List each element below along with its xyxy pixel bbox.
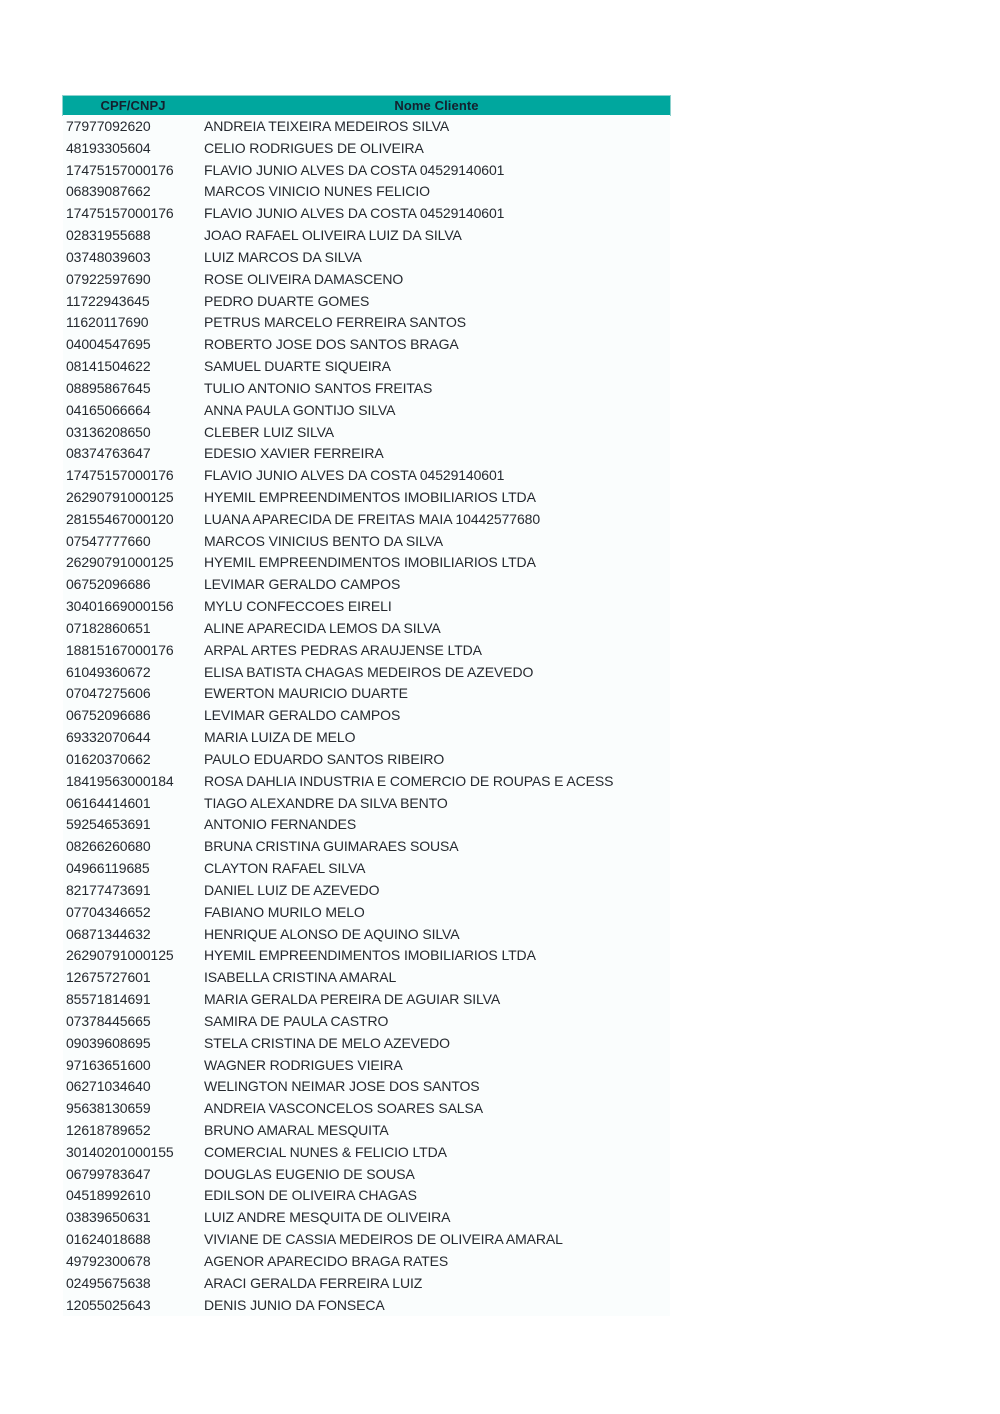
nome-cell[interactable]: PETRUS MARCELO FERREIRA SANTOS [204, 314, 467, 331]
nome-cell[interactable]: MARCOS VINICIUS BENTO DA SILVA [204, 532, 443, 549]
cpf-cell[interactable]: 28155467000120 [66, 510, 174, 527]
cpf-cell[interactable]: 03839650631 [66, 1209, 151, 1226]
table-row [63, 508, 670, 530]
nome-cell[interactable]: LUIZ ANDRE MESQUITA DE OLIVEIRA [204, 1209, 451, 1226]
cpf-cell[interactable]: 07378445665 [66, 1012, 151, 1029]
cpf-cell[interactable]: 03136208650 [66, 423, 151, 440]
cpf-cell[interactable]: 17475157000176 [66, 161, 174, 178]
cpf-cell[interactable]: 07182860651 [66, 619, 151, 636]
cpf-cell[interactable]: 08141504622 [66, 358, 151, 375]
cpf-cell[interactable]: 02831955688 [66, 227, 151, 244]
nome-cell[interactable]: ROBERTO JOSE DOS SANTOS BRAGA [204, 336, 459, 353]
cpf-cell[interactable]: 01620370662 [66, 750, 151, 767]
nome-cell[interactable]: ALINE APARECIDA LEMOS DA SILVA [204, 619, 441, 636]
nome-cell[interactable]: DOUGLAS EUGENIO DE SOUSA [204, 1165, 415, 1182]
cpf-cell[interactable]: 30401669000156 [66, 598, 174, 615]
cpf-cell[interactable]: 06271034640 [66, 1078, 151, 1095]
nome-cell[interactable]: HYEMIL EMPREENDIMENTOS IMOBILIARIOS LTDA [204, 488, 536, 505]
nome-cell[interactable]: LUANA APARECIDA DE FREITAS MAIA 10442577680 [204, 510, 541, 527]
cpf-cell[interactable]: 85571814691 [66, 991, 151, 1008]
cpf-cell[interactable]: 04966119685 [66, 860, 150, 877]
table-row [63, 180, 670, 202]
nome-cell[interactable]: ANNA PAULA GONTIJO SILVA [204, 401, 396, 418]
table-row [63, 835, 670, 857]
nome-cell[interactable]: WELINGTON NEIMAR JOSE DOS SANTOS [204, 1078, 480, 1095]
cpf-cell[interactable]: 09039608695 [66, 1034, 151, 1051]
nome-cell[interactable]: DANIEL LUIZ DE AZEVEDO [204, 881, 380, 898]
nome-cell[interactable]: SAMIRA DE PAULA CASTRO [204, 1012, 389, 1029]
table-row [63, 704, 670, 726]
nome-cell[interactable]: BRUNO AMARAL MESQUITA [204, 1122, 389, 1138]
table-row [63, 879, 670, 901]
nome-cell[interactable]: ANDREIA VASCONCELOS SOARES SALSA [204, 1100, 483, 1117]
nome-cell[interactable]: HYEMIL EMPREENDIMENTOS IMOBILIARIOS LTDA [204, 554, 536, 571]
nome-cell[interactable]: TULIO ANTONIO SANTOS FREITAS [204, 379, 433, 396]
nome-cell[interactable]: TIAGO ALEXANDRE DA SILVA BENTO [204, 794, 448, 811]
nome-cell[interactable]: VIVIANE DE CASSIA MEDEIROS DE OLIVEIRA AMARAL [204, 1231, 563, 1248]
table-row [63, 901, 670, 923]
cpf-cell[interactable]: 11620117690 [66, 314, 149, 331]
cpf-cell[interactable]: 07547777660 [66, 532, 151, 549]
table-row [63, 857, 670, 879]
nome-cell[interactable]: ROSE OLIVEIRA DAMASCENO [204, 270, 404, 287]
nome-cell[interactable]: ANDREIA TEIXEIRA MEDEIROS SILVA [204, 117, 450, 134]
table-row [63, 1075, 670, 1097]
table-row [63, 530, 670, 552]
cpf-cell[interactable]: 06871344632 [66, 925, 151, 942]
nome-cell[interactable]: ANTONIO FERNANDES [204, 816, 357, 833]
cpf-cell[interactable]: 07047275606 [66, 685, 151, 702]
table-row [63, 421, 670, 443]
table-row [63, 1119, 670, 1141]
table-row [63, 944, 670, 966]
cpf-cell[interactable]: 06799783647 [66, 1165, 151, 1182]
cpf-cell[interactable]: 26290791000125 [66, 554, 174, 571]
nome-cell[interactable]: MARIA LUIZA DE MELO [204, 729, 356, 746]
table-row [63, 748, 670, 770]
table-row [63, 661, 670, 683]
cpf-cell[interactable]: 04518992610 [66, 1187, 151, 1204]
table-body [63, 115, 670, 1316]
cpf-cell[interactable]: 06839087662 [66, 183, 151, 200]
table-row [63, 988, 670, 1010]
cpf-cell[interactable]: 04165066664 [66, 401, 151, 418]
cpf-cell[interactable]: 12618789652 [66, 1122, 151, 1138]
table-row [63, 814, 670, 836]
nome-cell[interactable]: MARIA GERALDA PEREIRA DE AGUIAR SILVA [204, 991, 501, 1008]
table-row [63, 792, 670, 814]
table-row [63, 966, 670, 988]
nome-cell[interactable]: ARPAL ARTES PEDRAS ARAUJENSE LTDA [204, 641, 482, 658]
table-row [63, 573, 670, 595]
nome-cell[interactable]: BRUNA CRISTINA GUIMARAES SOUSA [204, 838, 459, 855]
table-row [63, 726, 670, 748]
cpf-cell[interactable]: 03748039603 [66, 248, 151, 265]
table-row [63, 246, 670, 268]
table-row [63, 1097, 670, 1119]
cpf-cell[interactable]: 17475157000176 [66, 467, 174, 484]
nome-cell[interactable]: ELISA BATISTA CHAGAS MEDEIROS DE AZEVEDO [204, 663, 534, 680]
cpf-cell[interactable]: 11722943645 [66, 292, 150, 309]
table-row [63, 202, 670, 224]
table-row [63, 159, 670, 181]
table-row [63, 333, 670, 355]
nome-cell[interactable]: PEDRO DUARTE GOMES [204, 292, 370, 309]
nome-cell[interactable]: LEVIMAR GERALDO CAMPOS [204, 576, 401, 593]
table-row [63, 290, 670, 312]
cpf-cell[interactable]: 08266260680 [66, 838, 151, 855]
table-row [63, 1054, 670, 1076]
table-row [63, 115, 670, 137]
nome-cell[interactable]: JOAO RAFAEL OLIVEIRA LUIZ DA SILVA [204, 227, 462, 244]
table-row [63, 683, 670, 705]
table-row [63, 377, 670, 399]
cpf-cell[interactable]: 04004547695 [66, 336, 151, 353]
nome-cell[interactable]: LUIZ MARCOS DA SILVA [204, 248, 362, 265]
table-row [63, 464, 670, 486]
nome-cell[interactable]: ARACI GERALDA FERREIRA LUIZ [204, 1274, 423, 1291]
nome-cell[interactable]: PAULO EDUARDO SANTOS RIBEIRO [204, 750, 445, 767]
table-row [63, 1185, 670, 1207]
nome-cell[interactable]: HYEMIL EMPREENDIMENTOS IMOBILIARIOS LTDA [204, 947, 536, 964]
cpf-cell[interactable]: 08374763647 [66, 445, 151, 462]
nome-cell[interactable]: FLAVIO JUNIO ALVES DA COSTA 04529140601 [204, 467, 505, 484]
nome-cell[interactable]: HENRIQUE ALONSO DE AQUINO SILVA [204, 925, 460, 942]
cpf-cell[interactable]: 69332070644 [66, 729, 151, 746]
cpf-cell[interactable]: 18815167000176 [66, 641, 174, 658]
nome-cell[interactable]: FABIANO MURILO MELO [204, 903, 365, 920]
cpf-cell[interactable]: 26290791000125 [66, 488, 174, 505]
cpf-cell[interactable]: 59254653691 [66, 816, 151, 833]
nome-cell[interactable]: FLAVIO JUNIO ALVES DA COSTA 04529140601 [204, 205, 505, 222]
nome-cell[interactable]: LEVIMAR GERALDO CAMPOS [204, 707, 401, 724]
cpf-cell[interactable]: 07704346652 [66, 903, 151, 920]
table-row [63, 355, 670, 377]
cpf-cell[interactable]: 18419563000184 [66, 772, 174, 789]
cpf-cell[interactable]: 49792300678 [66, 1252, 151, 1269]
nome-cell[interactable]: ROSA DAHLIA INDUSTRIA E COMERCIO DE ROUPAS E ACESS [204, 772, 614, 789]
table-row [63, 486, 670, 508]
table-row [63, 311, 670, 333]
table-row [63, 1032, 670, 1054]
cpf-cell[interactable]: 01624018688 [66, 1231, 151, 1248]
nome-cell[interactable]: MYLU CONFECCOES EIRELI [204, 598, 392, 615]
cpf-cell[interactable]: 02495675638 [66, 1274, 151, 1291]
table-row [63, 1141, 670, 1163]
table-row [63, 1206, 670, 1228]
cpf-cell[interactable]: 30140201000155 [66, 1143, 174, 1160]
cpf-cell[interactable]: 12055025643 [66, 1296, 151, 1313]
cpf-cell[interactable]: 06752096686 [66, 707, 151, 724]
table-row [63, 639, 670, 661]
nome-cell[interactable]: EWERTON MAURICIO DUARTE [204, 685, 408, 702]
nome-cell[interactable]: CLEBER LUIZ SILVA [204, 423, 335, 440]
cpf-cell[interactable]: 17475157000176 [66, 205, 174, 222]
nome-cell[interactable]: EDILSON DE OLIVEIRA CHAGAS [204, 1187, 417, 1204]
nome-cell[interactable]: AGENOR APARECIDO BRAGA RATES [204, 1252, 449, 1269]
nome-cell[interactable]: ISABELLA CRISTINA AMARAL [204, 969, 397, 986]
nome-cell[interactable]: EDESIO XAVIER FERREIRA [204, 445, 384, 462]
table-row [63, 1272, 670, 1294]
cpf-cell[interactable]: 97163651600 [66, 1056, 151, 1073]
table-row [63, 1228, 670, 1250]
table-header-row [63, 96, 670, 115]
table-row [63, 595, 670, 617]
cpf-cell[interactable]: 07922597690 [66, 270, 151, 287]
table-row [63, 1010, 670, 1032]
cpf-cell[interactable]: 26290791000125 [66, 947, 174, 964]
table-row [63, 1294, 670, 1316]
table-row [63, 137, 670, 159]
cpf-cell[interactable]: 08895867645 [66, 379, 151, 396]
table-row [63, 442, 670, 464]
nome-cell[interactable]: STELA CRISTINA DE MELO AZEVEDO [204, 1034, 450, 1051]
cpf-cell[interactable]: 82177473691 [66, 881, 151, 898]
table-row [63, 1163, 670, 1185]
table-row [63, 617, 670, 639]
header-cell-nome-cliente[interactable]: Nome Cliente [394, 98, 479, 113]
nome-cell[interactable]: CLAYTON RAFAEL SILVA [204, 860, 366, 877]
nome-cell[interactable]: CELIO RODRIGUES DE OLIVEIRA [204, 139, 424, 156]
cpf-cell[interactable]: 12675727601 [66, 969, 151, 986]
table-row [63, 224, 670, 246]
nome-cell[interactable]: SAMUEL DUARTE SIQUEIRA [204, 358, 391, 375]
header-cell-cpf-cnpj[interactable]: CPF/CNPJ [100, 98, 166, 113]
table-row [63, 552, 670, 574]
table-row [63, 770, 670, 792]
nome-cell[interactable]: COMERCIAL NUNES & FELICIO LTDA [204, 1143, 447, 1160]
nome-cell[interactable]: MARCOS VINICIO NUNES FELICIO [204, 183, 430, 200]
cpf-cell[interactable]: 48193305604 [66, 139, 151, 156]
cpf-cell[interactable]: 06752096686 [66, 576, 151, 593]
cpf-cell[interactable]: 06164414601 [66, 794, 151, 811]
cpf-cell[interactable]: 77977092620 [66, 117, 151, 134]
cpf-cell[interactable]: 61049360672 [66, 663, 151, 680]
table-row [63, 268, 670, 290]
table-row [63, 399, 670, 421]
table-row [63, 1250, 670, 1272]
nome-cell[interactable]: WAGNER RODRIGUES VIEIRA [204, 1056, 403, 1073]
table-row [63, 923, 670, 945]
client-table [63, 96, 670, 1316]
nome-cell[interactable]: DENIS JUNIO DA FONSECA [204, 1296, 385, 1313]
nome-cell[interactable]: FLAVIO JUNIO ALVES DA COSTA 04529140601 [204, 161, 505, 178]
cpf-cell[interactable]: 95638130659 [66, 1100, 151, 1117]
